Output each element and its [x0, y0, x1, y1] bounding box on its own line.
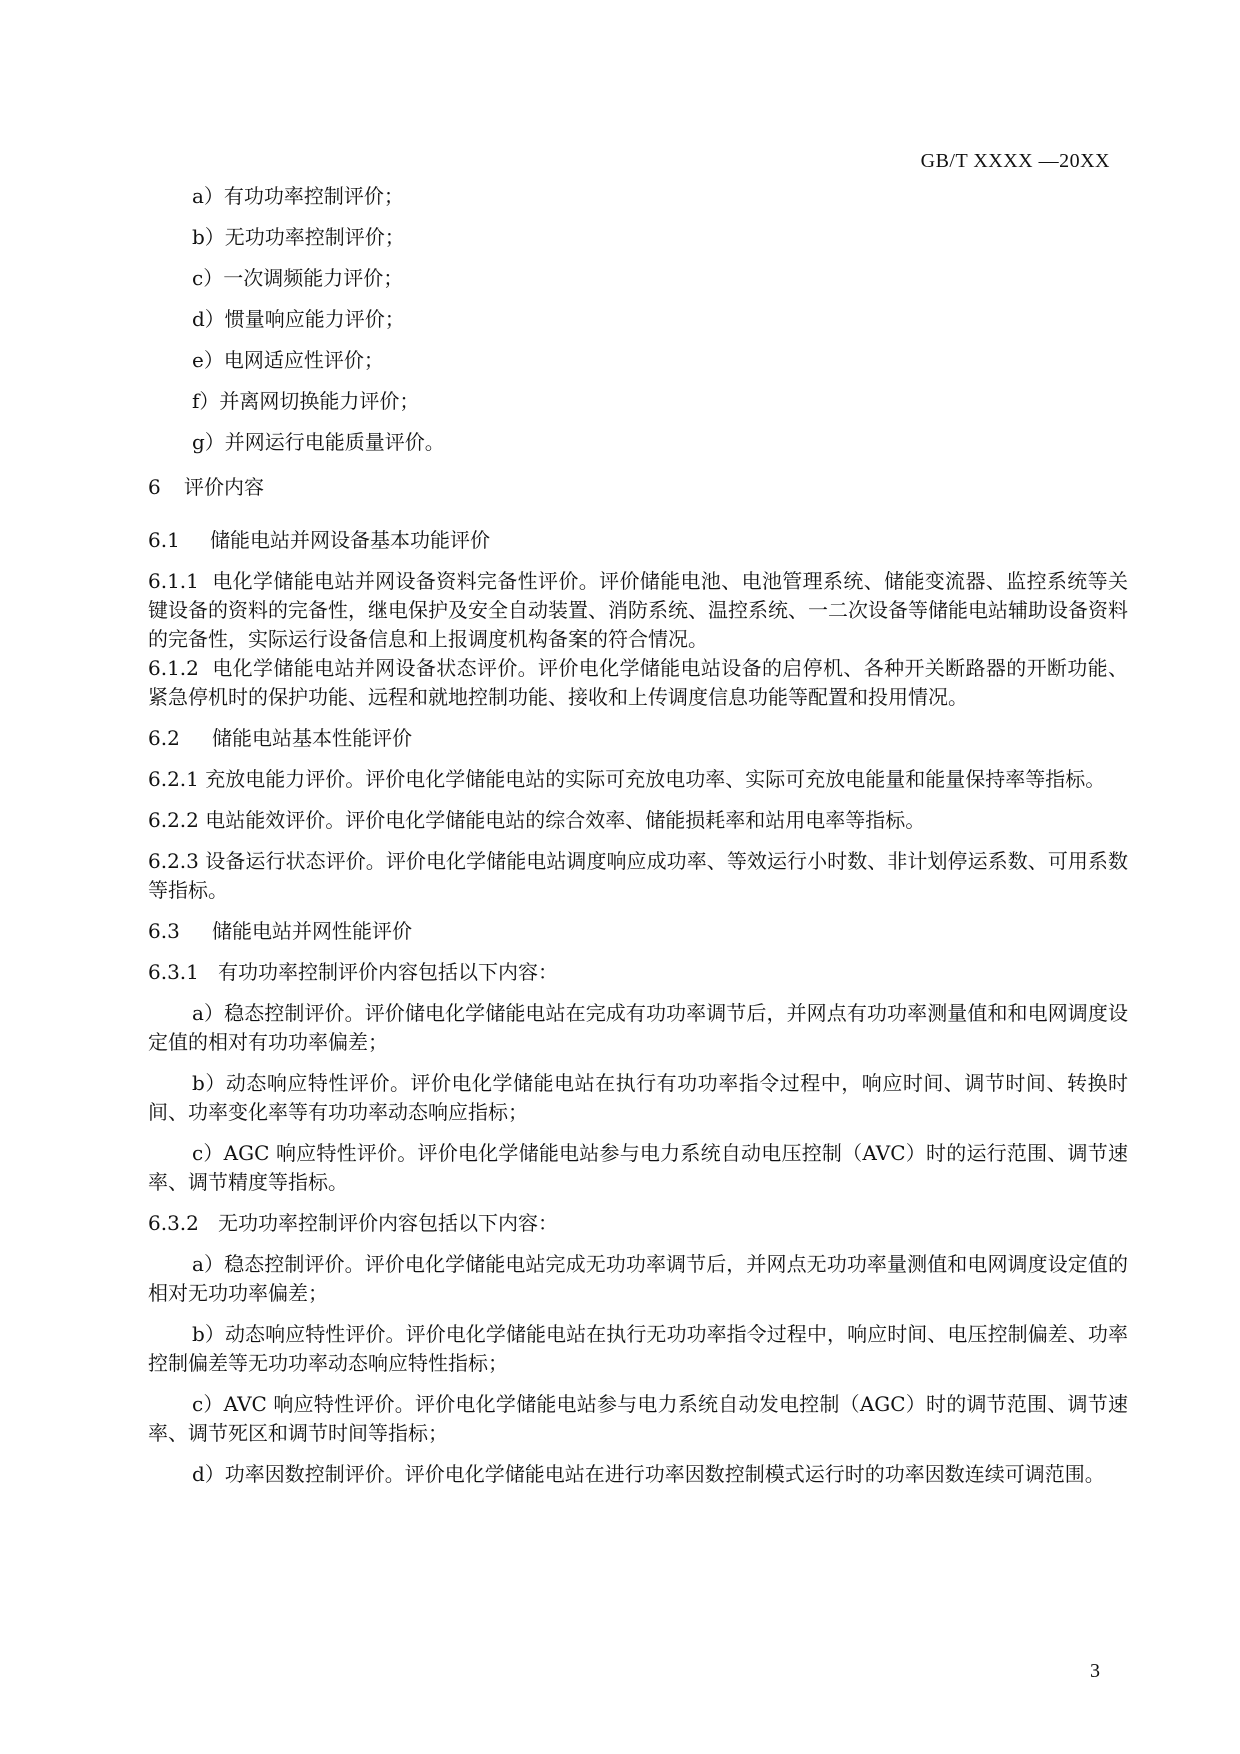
clause-6-1-1 — [148, 567, 1128, 654]
list-item: a）有功功率控制评价； — [192, 184, 404, 208]
list-item: b）动态响应特性评价。评价电化学储能电站在执行无功功率指令过程中，响应时间、电压控制偏差、功率控制偏差等无功功率动态响应特性指标； — [148, 1322, 1128, 1375]
clause-text: 电化学储能电站并网设备资料完备性评价。评价储能电池、电池管理系统、储能变流器、监控系统等关键设备的资料的完备性，继电保护及安全自动装置、消防系统、温控系统、一二次设备等储能电站辅助设备资料的完备性，实际运行设备信息和上报调度机构备案的符合情况。 — [148, 569, 1129, 651]
list-item: b）动态响应特性评价。评价电化学储能电站在执行有功功率指令过程中，响应时间、调节时间、转换时间、功率变化率等有功功率动态响应指标； — [148, 1071, 1128, 1124]
list-item: g）并网运行电能质量评价。 — [192, 430, 445, 454]
document-code: GB/T XXXX —20XX — [920, 150, 1110, 172]
list-item: c）一次调频能力评价； — [192, 266, 404, 290]
section-6-1-heading — [148, 526, 1128, 555]
clause-number: 6.1.1 — [148, 569, 199, 593]
section-6-3-heading — [148, 917, 1128, 946]
evaluation-list — [148, 182, 1128, 457]
clause-6-1-2 — [148, 654, 1128, 712]
list-item: d）惯量响应能力评价； — [192, 307, 405, 331]
clause-6-3-2 — [148, 1209, 1128, 1238]
document-body — [148, 182, 1128, 1501]
clause-number: 6.1.2 — [148, 656, 199, 680]
section-number: 6.2 — [148, 726, 180, 750]
list-item: e）电网适应性评价； — [192, 348, 384, 372]
list-item: c）AVC 响应特性评价。评价电化学储能电站参与电力系统自动发电控制（AGC）时的调节范围、调节速率、调节死区和调节时间等指标； — [148, 1392, 1128, 1445]
section-number: 6 — [148, 475, 161, 499]
section-title: 储能电站基本性能评价 — [212, 726, 412, 750]
list-item: a）稳态控制评价。评价电化学储能电站完成无功功率调节后，并网点无功功率量测值和电网调度设定值的相对无功功率偏差； — [148, 1252, 1128, 1305]
clause-text: 有功功率控制评价内容包括以下内容： — [217, 960, 558, 984]
list-item: a）稳态控制评价。评价储电化学储能电站在完成有功功率调节后，并网点有功功率测量值和和电网调度设定值的相对有功功率偏差； — [148, 1001, 1128, 1054]
list-item: d）功率因数控制评价。评价电化学储能电站在进行功率因数控制模式运行时的功率因数连续可调范围。 — [192, 1462, 1105, 1486]
section-number: 6.1 — [148, 528, 180, 552]
section-6-heading — [148, 473, 1128, 502]
clause-6-2-1: 6.2.1 充放电能力评价。评价电化学储能电站的实际可充放电功率、实际可充放电能量和能量保持率等指标。 — [148, 767, 1106, 791]
list-item: c）AGC 响应特性评价。评价电化学储能电站参与电力系统自动电压控制（AVC）时的运行范围、调节速率、调节精度等指标。 — [148, 1141, 1128, 1194]
clause-text: 无功功率控制评价内容包括以下内容： — [217, 1211, 558, 1235]
section-6-2-heading — [148, 724, 1128, 753]
clause-6-2-3: 6.2.3 设备运行状态评价。评价电化学储能电站调度响应成功率、等效运行小时数、非计划停运系数、可用系数等指标。 — [148, 849, 1128, 902]
clause-6-3-1 — [148, 958, 1128, 987]
list-item: b）无功功率控制评价； — [192, 225, 405, 249]
section-title: 储能电站并网设备基本功能评价 — [210, 528, 490, 552]
list-item: f）并离网切换能力评价； — [192, 389, 420, 413]
clause-number: 6.3.2 — [148, 1211, 199, 1235]
clause-number: 6.3.1 — [148, 960, 199, 984]
page-number: 3 — [1090, 1660, 1100, 1682]
clause-text: 电化学储能电站并网设备状态评价。评价电化学储能电站设备的启停机、各种开关断路器的开断功能、紧急停机时的保护功能、远程和就地控制功能、接收和上传调度信息功能等配置和投用情况。 — [148, 656, 1129, 709]
section-title: 储能电站并网性能评价 — [212, 919, 412, 943]
clause-6-2-2: 6.2.2 电站能效评价。评价电化学储能电站的综合效率、储能损耗率和站用电率等指标。 — [148, 808, 926, 832]
section-title: 评价内容 — [184, 475, 264, 499]
section-number: 6.3 — [148, 919, 180, 943]
